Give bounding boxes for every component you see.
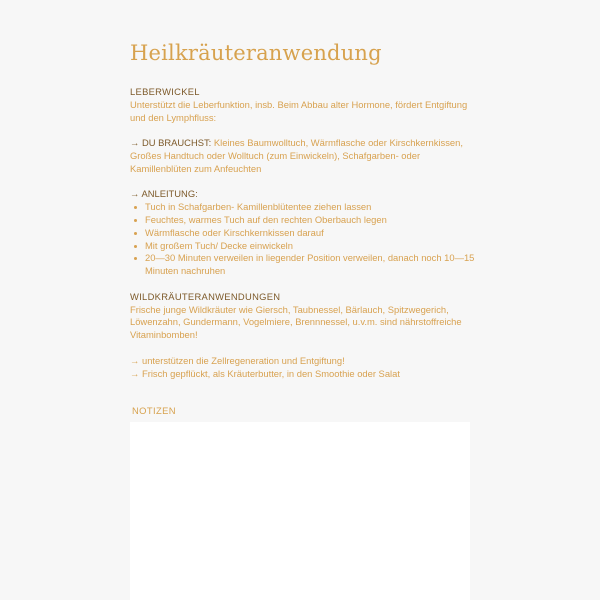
- list-item: 20—30 Minuten verweilen in liegender Position verweilen, danach noch 10—15 Minuten nachruhen: [130, 252, 475, 278]
- list-item: Tuch in Schafgarben- Kamillenblütentee ziehen lassen: [130, 201, 475, 214]
- notes-label: NOTIZEN: [132, 405, 176, 416]
- notes-area[interactable]: [130, 422, 470, 600]
- wildkraeuter-text: Frische junge Wildkräuter wie Giersch, Taubnessel, Bärlauch, Spitzwegerich, Löwenzahn, Gundermann, Vogelmiere, Brennnessel, u.v.m. sind nährstoffreiche Vitaminbomben!: [130, 303, 462, 341]
- wildkraeuter-line-1: → unterstützen die Zellregeneration und Entgiftung!: [130, 354, 345, 366]
- du-brauchst-paragraph: [130, 137, 475, 175]
- du-brauchst-label: → DU BRAUCHST:: [130, 137, 212, 149]
- wildkraeuter-heading: WILDKRÄUTERANWENDUNGEN: [130, 290, 281, 302]
- list-item: Wärmflasche oder Kirschkernkissen darauf: [130, 227, 475, 240]
- wildkraeuter-line-2: → Frisch gepflückt, als Kräuterbutter, in den Smoothie oder Salat: [130, 367, 400, 379]
- anleitung-label: → ANLEITUNG:: [130, 188, 198, 200]
- list-item: Mit großem Tuch/ Decke einwickeln: [130, 240, 475, 253]
- du-brauchst-text: Kleines Baumwolltuch, Wärmflasche oder Kirschkernkissen, Großes Handtuch oder Wolltuch (zum Einwickeln), Schafgarben- oder Kamillenblüten zum Anfeuchten: [130, 137, 463, 174]
- content: [130, 40, 475, 380]
- leberwickel-heading: LEBERWICKEL: [130, 86, 200, 97]
- list-item: Feuchtes, warmes Tuch auf den rechten Oberbauch legen: [130, 214, 475, 227]
- page-title: Heilkräuteranwendung: [130, 41, 382, 65]
- anleitung-list: [130, 201, 475, 278]
- leberwickel-intro: Unterstützt die Leberfunktion, insb. Beim Abbau alter Hormone, fördert Entgiftung und den Lymphfluss:: [130, 98, 468, 123]
